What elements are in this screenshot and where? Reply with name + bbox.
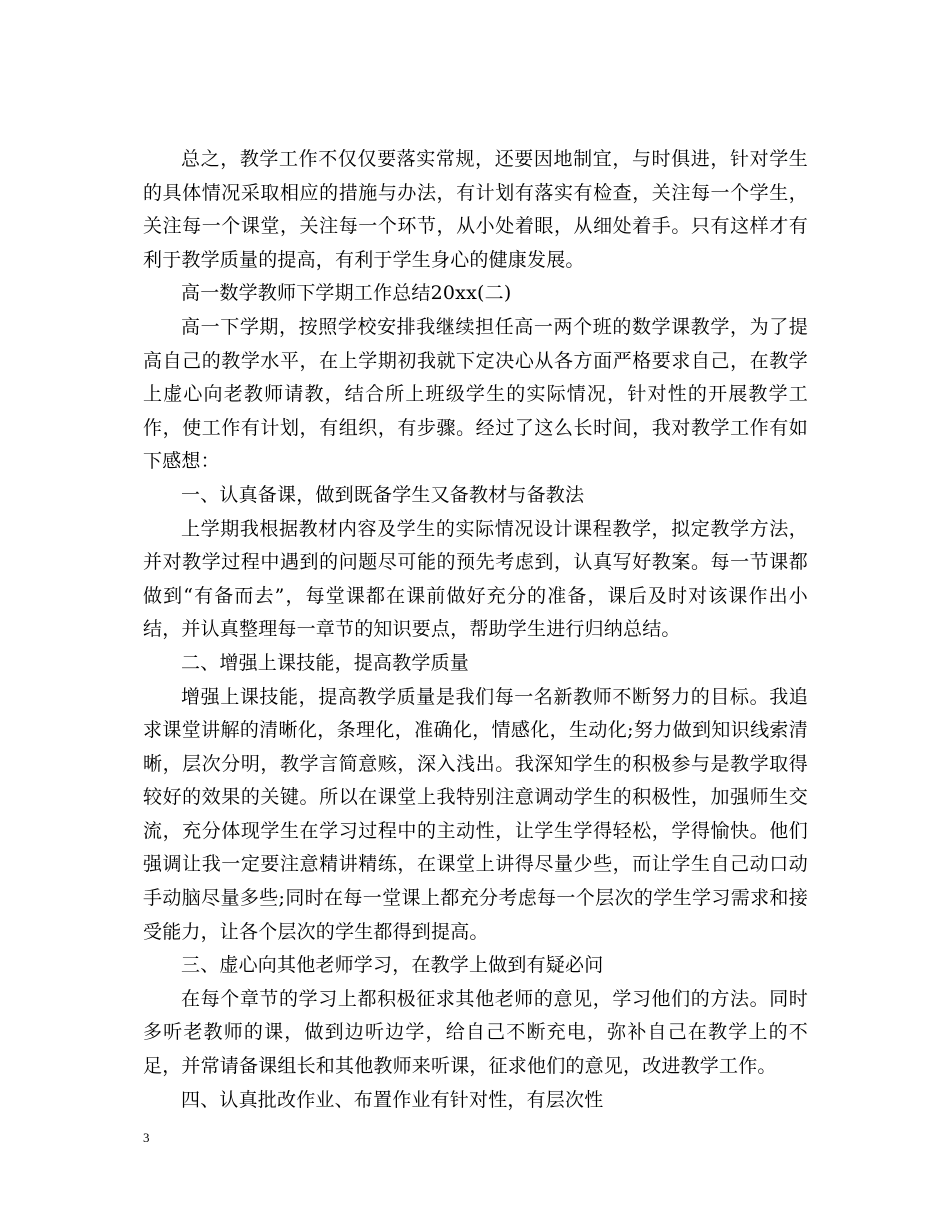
heading-point-1: 一、认真备课，做到既备学生又备教材与备教法 (181, 483, 585, 506)
paragraph-point-3: 在每个章节的学习上都积极征求其他老师的意见，学习他们的方法。同时多听老教师的课，做到边听边学，给自己不断充电，弥补自己在教学上的不足，并常请备课组长和其他教师来听课，征求他们的意见，改进教学工作。 (143, 987, 808, 1078)
paragraph-intro: 高一下学期，按照学校安排我继续担任高一两个班的数学课教学，为了提高自己的教学水平，在上学期初我就下定决心从各方面严格要求自己，在教学上虚心向老教师请教，结合所上班级学生的实际情况，针对性的开展教学工作，使工作有计划，有组织，有步骤。经过了这么长时间，我对教学工作有如下感想： (143, 315, 808, 473)
document-body (143, 143, 808, 1117)
page-number: 3 (143, 1130, 150, 1145)
section-title: 高一数学教师下学期工作总结20xx(二) (181, 282, 512, 305)
paragraph-point-2: 增强上课技能，提高教学质量是我们每一名新教师不断努力的目标。我追求课堂讲解的清晰化，条理化，准确化，情感化，生动化;努力做到知识线索清晰，层次分明，教学言简意赅，深入浅出。我深知学生的积极参与是教学取得较好的效果的关键。所以在课堂上我特别注意调动学生的积极性，加强师生交流，充分体现学生在学习过程中的主动性，让学生学得轻松，学得愉快。他们强调让我一定要注意精讲精练，在课堂上讲得尽量少些，而让学生自己动口动手动脑尽量多些;同时在每一堂课上都充分考虑每一个层次的学生学习需求和接受能力，让各个层次的学生都得到提高。 (143, 685, 808, 943)
heading-point-3: 三、虚心向其他老师学习，在教学上做到有疑必问 (181, 954, 604, 977)
heading-point-4: 四、认真批改作业、布置作业有针对性，有层次性 (181, 1088, 604, 1111)
paragraph-conclusion: 总之，教学工作不仅仅要落实常规，还要因地制宜，与时俱进，针对学生的具体情况采取相应的措施与办法，有计划有落实有检查，关注每一个学生，关注每一个课堂，关注每一个环节，从小处着眼，从细处着手。只有这样才有利于教学质量的提高，有利于学生身心的健康发展。 (143, 148, 808, 271)
heading-point-2: 二、增强上课技能，提高教学质量 (181, 651, 470, 674)
paragraph-point-1: 上学期我根据教材内容及学生的实际情况设计课程教学，拟定教学方法，并对教学过程中遇到的问题尽可能的预先考虑到，认真写好教案。每一节课都做到“有备而去”，每堂课都在课前做好充分的准备，课后及时对该课作出小结，并认真整理每一章节的知识要点，帮助学生进行归纳总结。 (143, 517, 808, 641)
